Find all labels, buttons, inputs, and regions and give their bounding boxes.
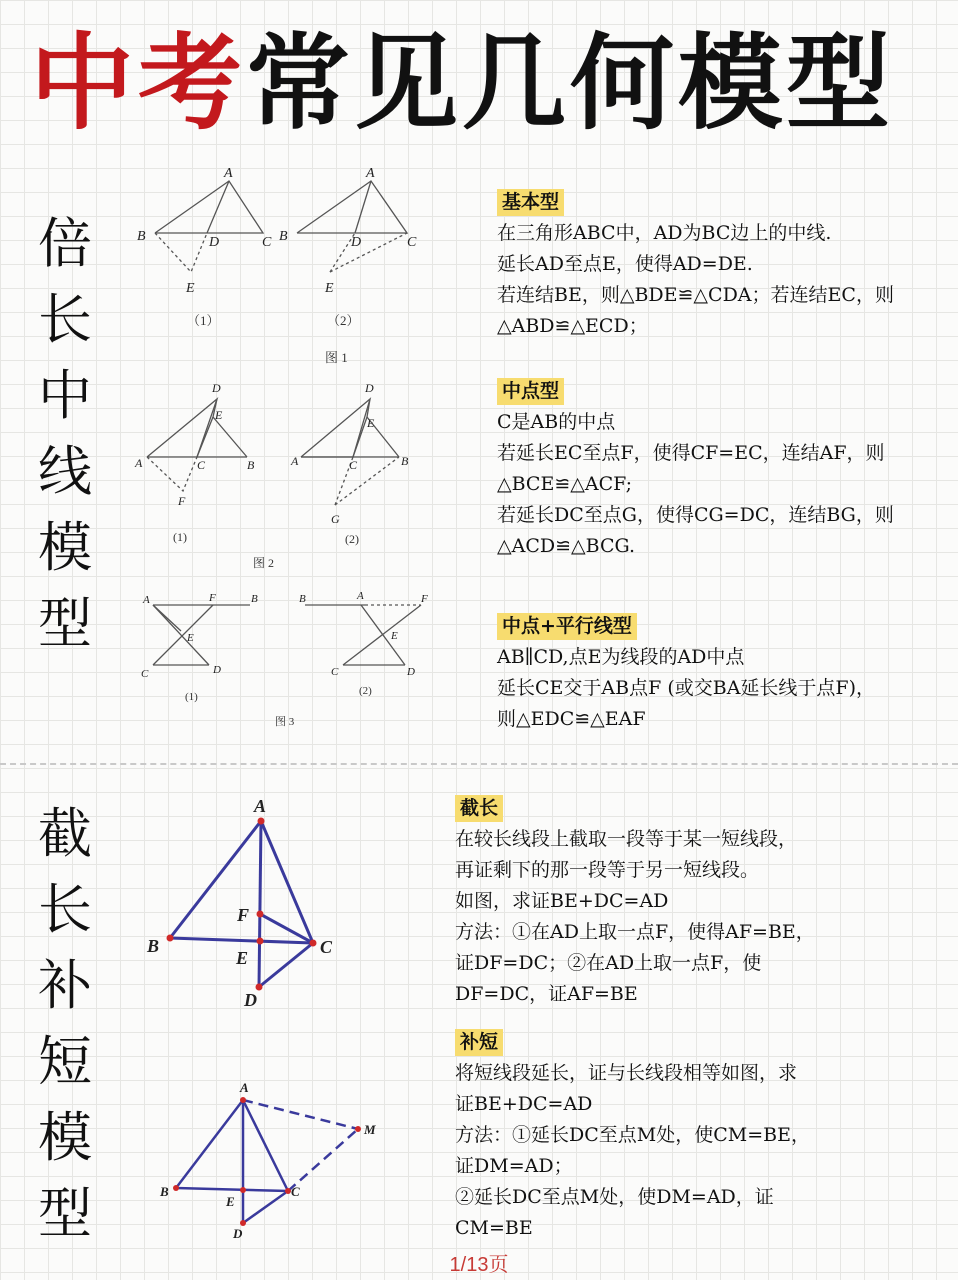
label-d: D xyxy=(212,381,221,395)
label-c: C xyxy=(141,668,149,680)
text-line: 在较长线段上截取一段等于某一短线段， xyxy=(455,828,798,850)
label-d: D xyxy=(351,235,362,250)
figure-extend-short xyxy=(148,1078,388,1243)
label-c: C xyxy=(291,1184,300,1199)
vchar: 型 xyxy=(38,592,92,655)
text-line: 证DM=AD； xyxy=(455,1155,573,1177)
section1-vertical-title xyxy=(30,206,100,662)
vchar: 长 xyxy=(38,878,92,941)
tag-midpoint-parallel-type: 中点+平行线型 xyxy=(497,613,637,640)
label-d: D xyxy=(244,990,257,1010)
label-d: D xyxy=(365,381,374,395)
figure-1 xyxy=(125,160,435,370)
vchar: 线 xyxy=(38,440,92,503)
vchar: 中 xyxy=(38,364,92,427)
tag-extend-short: 补短 xyxy=(455,1029,503,1056)
figure-3 xyxy=(125,585,435,740)
label-e: E xyxy=(186,281,195,296)
vchar: 短 xyxy=(38,1030,92,1093)
label-a: A xyxy=(143,594,150,606)
text-line: CM=BE xyxy=(455,1217,533,1239)
label-d: D xyxy=(213,664,221,676)
text-line: 若延长EC至点F，使得CF=EC，连结AF，则 xyxy=(497,442,885,464)
text-line: △BCE≌△ACF; xyxy=(497,473,633,495)
text-line: C是AB的中点 xyxy=(497,411,616,433)
title-black-part: 常见几何模型 xyxy=(246,22,895,144)
vchar: 截 xyxy=(38,802,92,865)
label-e: E xyxy=(215,408,223,422)
vchar: 长 xyxy=(38,288,92,351)
vchar: 补 xyxy=(38,954,92,1017)
label-c: C xyxy=(262,235,272,250)
label-f: F xyxy=(421,593,428,605)
vchar: 型 xyxy=(38,1182,92,1245)
label-m: M xyxy=(364,1122,376,1137)
text-line: 若延长DC至点G，使得CG=DC，连结BG，则 xyxy=(497,504,894,526)
tag-midpoint-type: 中点型 xyxy=(497,378,564,405)
title-red-part: 中考 xyxy=(30,22,247,144)
label-e: E xyxy=(391,630,398,642)
page-title xyxy=(30,18,930,148)
text-line: △ACD≌△BCG. xyxy=(497,535,636,557)
section2-vertical-title xyxy=(30,796,100,1252)
text-line: 延长AD至点E，使得AD=DE. xyxy=(497,253,753,275)
label-c: C xyxy=(197,458,206,472)
label-a: A xyxy=(240,1080,249,1095)
text-line: 若连结BE，则△BDE≌△CDA；若连结EC，则 xyxy=(497,284,894,306)
label-b: B xyxy=(251,593,258,605)
caption-sub2: (2) xyxy=(345,532,359,546)
label-e: E xyxy=(325,281,334,296)
text-line: △ABD≌△ECD； xyxy=(497,315,648,337)
label-c: C xyxy=(407,235,417,250)
vchar: 模 xyxy=(38,516,92,579)
label-a: A xyxy=(291,454,299,468)
text-line: AB∥CD,点E为线段的AD中点 xyxy=(497,646,745,668)
page-indicator: 1/13页 xyxy=(449,1254,509,1276)
label-f: F xyxy=(237,905,250,925)
text-line: 在三角形ABC中，AD为BC边上的中线. xyxy=(497,222,832,244)
label-b: B xyxy=(401,454,409,468)
label-d: D xyxy=(233,1226,243,1241)
label-c: C xyxy=(320,937,333,957)
figure-caption: 图 3 xyxy=(275,716,295,728)
block-midpoint-parallel-type xyxy=(497,611,875,735)
label-b: B xyxy=(147,936,160,956)
label-f: F xyxy=(178,494,186,508)
figure-cut-long xyxy=(140,790,350,1015)
label-c: C xyxy=(349,458,358,472)
text-line: ②延长DC至点M处，使DM=AD，证 xyxy=(455,1186,774,1208)
label-b: B xyxy=(299,593,306,605)
label-e: E xyxy=(226,1194,235,1209)
text-line: DF=DC，证AF=BE xyxy=(455,983,638,1005)
block-basic-type xyxy=(497,187,894,342)
figure-caption: 图 1 xyxy=(325,350,348,365)
vchar: 倍 xyxy=(38,212,92,275)
text-line: 如图，求证BE+DC=AD xyxy=(455,890,669,912)
label-d: D xyxy=(209,235,220,250)
caption-sub2: （2） xyxy=(327,313,360,328)
text-line: 将短线段延长，证与长线段相等如图，求 xyxy=(455,1062,798,1084)
caption-sub1: (1) xyxy=(185,691,198,703)
label-e: E xyxy=(367,416,375,430)
tag-basic-type: 基本型 xyxy=(497,189,564,216)
text-line: 证BE+DC=AD xyxy=(455,1093,593,1115)
vchar: 模 xyxy=(38,1106,92,1169)
label-b: B xyxy=(137,229,146,244)
label-b: B xyxy=(247,458,255,472)
caption-sub1: （1） xyxy=(187,313,220,328)
block-midpoint-type xyxy=(497,376,894,562)
block-extend-short xyxy=(455,1027,810,1244)
tag-cut-long: 截长 xyxy=(455,795,503,822)
text-line: 再证剩下的那一段等于另一短线段。 xyxy=(455,859,760,881)
text-line: 方法：①延长DC至点M处，使CM=BE， xyxy=(455,1124,810,1146)
figure-2 xyxy=(125,375,435,575)
label-d: D xyxy=(407,666,415,678)
text-line: 则△EDC≌△EAF xyxy=(497,708,646,730)
label-a: A xyxy=(224,166,233,181)
caption-sub2: (2) xyxy=(359,685,372,697)
label-a: A xyxy=(135,456,143,470)
text-line: 延长CE交于AB点F (或交BA延长线于点F)， xyxy=(497,677,876,699)
block-cut-long xyxy=(455,793,815,1010)
label-e: E xyxy=(236,948,249,968)
section-divider xyxy=(0,763,958,765)
label-c: C xyxy=(331,666,339,678)
text-line: 证DF=DC；②在AD上取一点F，使 xyxy=(455,952,762,974)
text-line: 方法：①在AD上取一点F，使得AF=BE， xyxy=(455,921,815,943)
figure-caption: 图 2 xyxy=(253,556,275,570)
label-f: F xyxy=(209,592,216,604)
label-b: B xyxy=(279,229,288,244)
label-g: G xyxy=(331,512,340,526)
label-a: A xyxy=(366,166,375,181)
label-a: A xyxy=(254,796,267,816)
label-a: A xyxy=(357,590,364,602)
label-b: B xyxy=(160,1184,169,1199)
caption-sub1: (1) xyxy=(173,530,187,544)
label-e: E xyxy=(187,632,194,644)
